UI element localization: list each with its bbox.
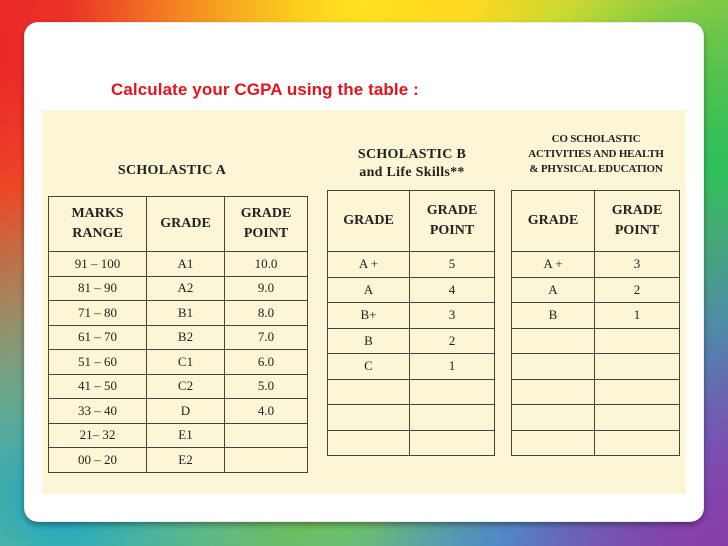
table-cell: C	[328, 354, 410, 380]
table-cell: 5.0	[225, 374, 308, 399]
table-row	[512, 277, 680, 303]
table-cell	[410, 379, 495, 405]
table-row	[512, 252, 680, 278]
table-cell: D	[147, 399, 225, 424]
table-row	[328, 277, 495, 303]
marks-range-header: MARKS RANGE	[49, 197, 147, 252]
table-cell: B	[512, 303, 595, 329]
table-cell: A +	[328, 252, 410, 278]
table-row	[49, 252, 308, 277]
table-cell: A2	[147, 276, 225, 301]
table-row	[328, 328, 495, 354]
co-scholastic-table	[511, 190, 680, 456]
table-row	[328, 379, 495, 405]
table-cell: 8.0	[225, 301, 308, 326]
table-row	[512, 430, 680, 456]
co-scholastic-title-line3: & PHYSICAL EDUCATION	[529, 163, 663, 175]
table-cell: C2	[147, 374, 225, 399]
co-scholastic-title-line1: CO SCHOLASTIC	[551, 133, 641, 145]
table-row	[328, 430, 495, 456]
table-row	[49, 325, 308, 350]
table-cell: 71 – 80	[49, 301, 147, 326]
table-row	[328, 354, 495, 380]
grade-point-header: GRADE POINT	[225, 197, 308, 252]
table-row	[49, 423, 308, 448]
table-cell	[225, 448, 308, 473]
table-cell	[595, 405, 680, 431]
table-cell: 51 – 60	[49, 350, 147, 375]
grade-header: GRADE	[147, 197, 225, 252]
slide-heading: Calculate your CGPA using the table :	[111, 80, 419, 99]
table-cell	[595, 430, 680, 456]
table-cell	[410, 430, 495, 456]
table-cell: 3	[410, 303, 495, 329]
table-cell: 9.0	[225, 276, 308, 301]
table-cell	[512, 379, 595, 405]
table-row	[49, 374, 308, 399]
scholastic-b-title-line2: and Life Skills**	[359, 165, 465, 180]
table-cell	[328, 379, 410, 405]
slide-card	[24, 22, 704, 522]
table-row	[512, 379, 680, 405]
table-row	[512, 354, 680, 380]
table-cell	[512, 405, 595, 431]
table-cell: E2	[147, 448, 225, 473]
table-cell	[225, 423, 308, 448]
scholastic-a-table	[48, 196, 308, 473]
table-cell: 21– 32	[49, 423, 147, 448]
table-cell: 41 – 50	[49, 374, 147, 399]
table-cell: 3	[595, 252, 680, 278]
table-header-row	[512, 191, 680, 252]
table-row	[328, 303, 495, 329]
table-row	[328, 252, 495, 278]
grade-point-header: GRADE POINT	[595, 191, 680, 252]
table-cell: C1	[147, 350, 225, 375]
table-cell: B2	[147, 325, 225, 350]
table-cell: A +	[512, 252, 595, 278]
table-row	[49, 448, 308, 473]
table-row	[49, 276, 308, 301]
table-cell: 33 – 40	[49, 399, 147, 424]
table-row	[328, 405, 495, 431]
table-cell: A	[512, 277, 595, 303]
table-cell	[512, 328, 595, 354]
table-row	[49, 399, 308, 424]
table-cell: 61 – 70	[49, 325, 147, 350]
table-cell	[595, 328, 680, 354]
grade-point-header: GRADE POINT	[410, 191, 495, 252]
scholastic-b-title-line1: SCHOLASTIC B	[357, 147, 467, 162]
co-scholastic-title-line2: ACTIVITIES AND HEALTH	[528, 148, 664, 160]
table-cell: 1	[410, 354, 495, 380]
table-row	[512, 328, 680, 354]
table-cell	[512, 430, 595, 456]
scholastic-b-title	[342, 146, 482, 182]
table-cell: 4.0	[225, 399, 308, 424]
co-scholastic-title	[507, 132, 685, 177]
table-cell: 00 – 20	[49, 448, 147, 473]
table-cell	[595, 354, 680, 380]
table-cell	[512, 354, 595, 380]
table-cell: 7.0	[225, 325, 308, 350]
table-cell: 4	[410, 277, 495, 303]
table-cell	[410, 405, 495, 431]
table-cell: 6.0	[225, 350, 308, 375]
table-cell: 81 – 90	[49, 276, 147, 301]
table-cell: B	[328, 328, 410, 354]
scholastic-b-table	[327, 190, 495, 456]
table-header-row	[49, 197, 308, 252]
table-cell: A1	[147, 252, 225, 277]
table-cell: 10.0	[225, 252, 308, 277]
table-row	[49, 301, 308, 326]
table-cell: E1	[147, 423, 225, 448]
table-cell: 1	[595, 303, 680, 329]
table-row	[512, 303, 680, 329]
table-row	[49, 350, 308, 375]
table-cell: 91 – 100	[49, 252, 147, 277]
table-cell: B1	[147, 301, 225, 326]
table-row	[512, 405, 680, 431]
grading-tables-image	[42, 110, 686, 494]
table-cell: 2	[595, 277, 680, 303]
scholastic-a-title: SCHOLASTIC A	[117, 163, 227, 178]
table-cell	[328, 405, 410, 431]
table-cell	[595, 379, 680, 405]
table-cell: 2	[410, 328, 495, 354]
table-cell: A	[328, 277, 410, 303]
grade-header: GRADE	[512, 191, 595, 252]
table-cell: B+	[328, 303, 410, 329]
table-header-row	[328, 191, 495, 252]
table-cell	[328, 430, 410, 456]
grade-header: GRADE	[328, 191, 410, 252]
table-cell: 5	[410, 252, 495, 278]
